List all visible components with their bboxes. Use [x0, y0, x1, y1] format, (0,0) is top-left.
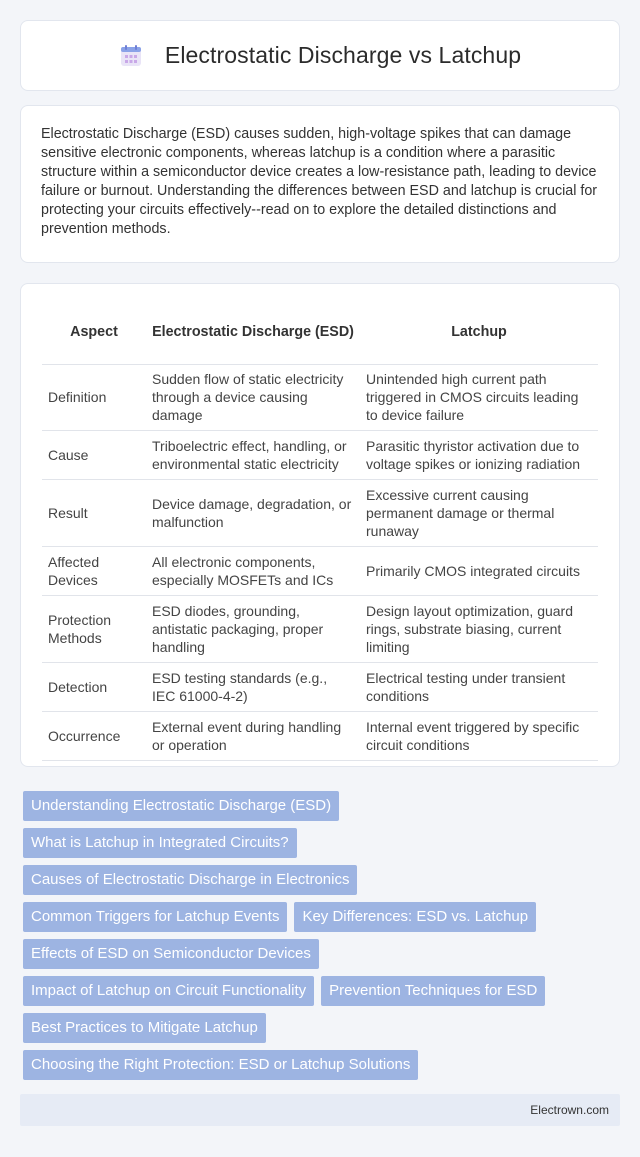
header-latchup: Latchup [451, 324, 507, 341]
esd-cell: External event during handling or operation [146, 711, 360, 760]
latchup-cell: Electrical testing under transient conditions [360, 662, 598, 711]
esd-cell: ESD testing standards (e.g., IEC 61000-4-2) [146, 662, 360, 711]
esd-cell: All electronic components, especially MOSFETs and ICs [146, 546, 360, 595]
tag-row [23, 1013, 623, 1043]
topic-tag-link[interactable]: Causes of Electrostatic Discharge in Electronics [23, 865, 357, 895]
header-aspect: Aspect [70, 324, 118, 341]
comparison-table-card [20, 283, 620, 767]
tag-row [23, 1050, 623, 1080]
latchup-cell: Primarily CMOS integrated circuits [360, 546, 598, 595]
tag-row [23, 902, 623, 932]
tag-row [23, 865, 623, 895]
latchup-cell: Parasitic thyristor activation due to voltage spikes or ionizing radiation [360, 430, 598, 479]
topic-tag-link[interactable]: Best Practices to Mitigate Latchup [23, 1013, 266, 1043]
topic-tag-link[interactable]: Common Triggers for Latchup Events [23, 902, 287, 932]
aspect-cell: Protection Methods [42, 595, 146, 662]
table-row [42, 595, 598, 662]
topic-tag-link[interactable]: Effects of ESD on Semiconductor Devices [23, 939, 319, 969]
esd-cell: ESD diodes, grounding, antistatic packaging, proper handling [146, 595, 360, 662]
tag-row [23, 828, 623, 858]
aspect-cell: Affected Devices [42, 546, 146, 595]
topic-tag-link[interactable]: Key Differences: ESD vs. Latchup [294, 902, 536, 932]
topic-tag-link[interactable]: What is Latchup in Integrated Circuits? [23, 828, 297, 858]
esd-cell: Device damage, degradation, or malfunction [146, 479, 360, 546]
table-row [42, 479, 598, 546]
table-row [42, 711, 598, 760]
esd-cell: Sudden flow of static electricity through a device causing damage [146, 364, 360, 430]
page-title: Electrostatic Discharge vs Latchup [164, 42, 522, 68]
aspect-cell: Definition [42, 364, 146, 430]
latchup-cell: Unintended high current path triggered in CMOS circuits leading to device failure [360, 364, 598, 430]
aspect-cell: Result [42, 479, 146, 546]
header-esd: Electrostatic Discharge (ESD) [152, 324, 354, 341]
tag-row [23, 976, 623, 1006]
topic-tags [23, 791, 623, 1087]
latchup-cell: Excessive current causing permanent damage or thermal runaway [360, 479, 598, 546]
comparison-table [42, 301, 598, 761]
topic-tag-link[interactable]: Choosing the Right Protection: ESD or Latchup Solutions [23, 1050, 418, 1080]
aspect-cell: Occurrence [42, 711, 146, 760]
aspect-cell: Cause [42, 430, 146, 479]
topic-tag-link[interactable]: Understanding Electrostatic Discharge (ESD) [23, 791, 339, 821]
tag-row [23, 791, 623, 821]
calendar-grid-icon [119, 44, 143, 68]
esd-cell: Triboelectric effect, handling, or environmental static electricity [146, 430, 360, 479]
latchup-cell: Design layout optimization, guard rings, substrate biasing, current limiting [360, 595, 598, 662]
footer-site-name: Electrown.com [530, 1103, 609, 1117]
intro-card [20, 105, 620, 263]
aspect-cell: Detection [42, 662, 146, 711]
footer [20, 1094, 620, 1126]
table-row [42, 430, 598, 479]
table-row [42, 364, 598, 430]
topic-tag-link[interactable]: Impact of Latchup on Circuit Functionality [23, 976, 314, 1006]
table-row [42, 662, 598, 711]
table-header-row [42, 301, 598, 364]
topic-tag-link[interactable]: Prevention Techniques for ESD [321, 976, 545, 1006]
title-card [20, 20, 620, 91]
table-row [42, 546, 598, 595]
intro-paragraph: Electrostatic Discharge (ESD) causes sudden, high-voltage spikes that can damage sensitive electronic components, whereas latchup is a condition where a parasitic structure within a semiconductor device creates a low-resistance path, leading to device failure or burnout. Understanding the differences between ESD and latchup is crucial for protecting your circuits effectively--read on to explore the detailed distinctions and prevention methods. [41, 126, 598, 238]
tag-row [23, 939, 623, 969]
latchup-cell: Internal event triggered by specific circuit conditions [360, 711, 598, 760]
